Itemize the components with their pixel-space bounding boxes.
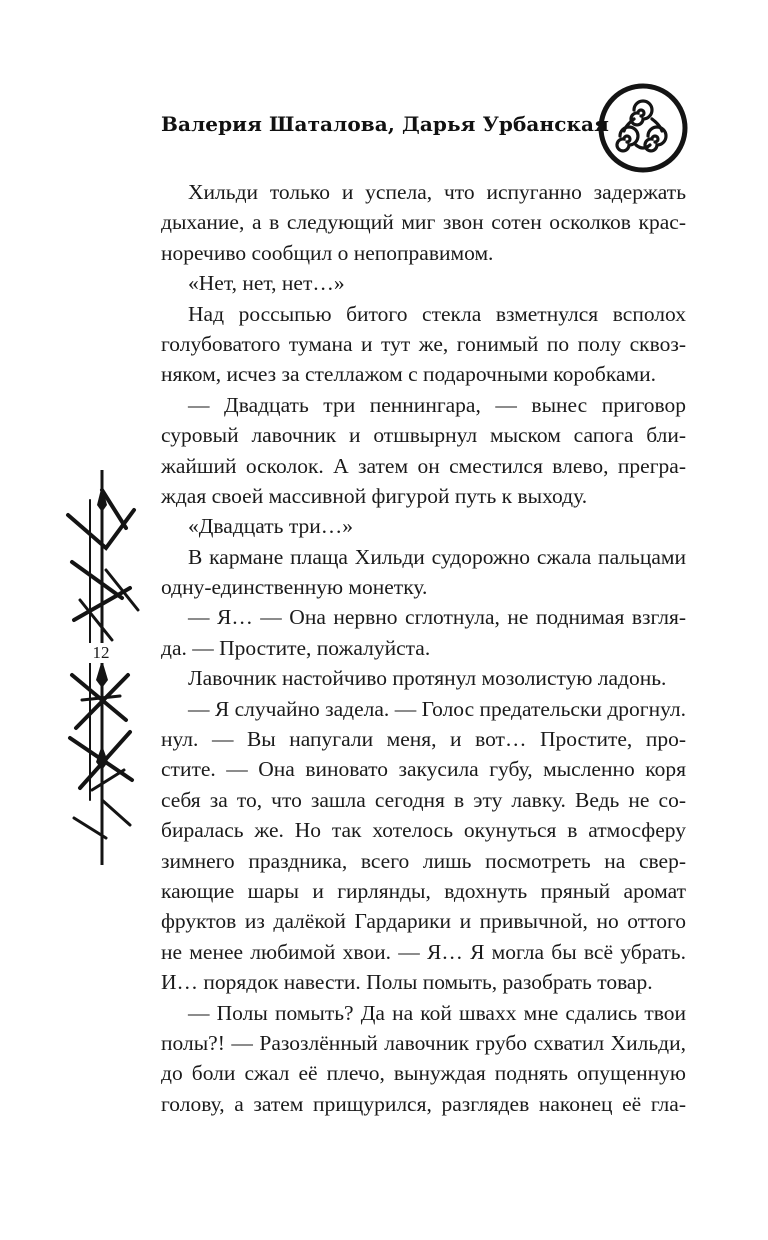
text-line: Лавочник настойчиво протянул мозолистую ладонь. <box>188 666 667 691</box>
rune-border-icon <box>62 470 142 865</box>
text-line: голову, а затем прищурился, разглядев наконец её гла- <box>161 1091 686 1116</box>
text-line: полы?! — Разозлённый лавочник грубо схватил Хильди, <box>161 1030 686 1055</box>
text-line: себя за то, что зашла сегодня в эту лавку. Ведь не со- <box>161 787 686 812</box>
text-line: жайший осколок. А затем он сместился влево, прегра- <box>161 453 686 478</box>
text-line: — Полы помыть? Да на кой швахх мне сдались твои <box>188 1000 686 1025</box>
text-line: — Двадцать три пеннингара, — вынес приговор <box>188 392 686 417</box>
page-number: 12 <box>84 643 118 663</box>
text-line: няком, исчез за стеллажом с подарочными коробками. <box>161 362 657 387</box>
text-line: зимнего праздника, всего лишь посмотреть на свер- <box>161 848 686 873</box>
body-text <box>161 177 686 1119</box>
text-line: — Я случайно задела. — Голос предательски дрогнул. <box>188 696 686 721</box>
text-line: голубоватого тумана и тут же, гонимый по полу сквоз- <box>161 331 686 356</box>
text-line: В кармане плаща Хильди судорожно сжала пальцами <box>188 544 686 569</box>
text-line: не менее любимой хвои. — Я… Я могла бы всё убрать. <box>161 939 686 964</box>
text-line: одну-единственную монетку. <box>161 575 428 600</box>
triple-spiral-icon <box>596 81 690 175</box>
text-line: норечиво сообщил о непоправимом. <box>161 240 494 265</box>
text-line: Хильди только и успела, что испуганно задержать <box>188 180 686 204</box>
text-line: дыхание, а в следующий миг звон сотен осколков крас- <box>161 210 686 235</box>
text-line: да. — Простите, пожалуйста. <box>161 635 431 660</box>
text-line: до боли сжал её плечо, вынуждая поднять опущенную <box>161 1061 686 1086</box>
text-line: «Двадцать три…» <box>188 514 353 539</box>
text-line: биралась же. Но так хотелось окунуться в атмосферу <box>161 818 686 843</box>
running-header-authors: Валерия Шаталова, Дарья Урбанская <box>161 112 609 136</box>
text-line: И… порядок навести. Полы помыть, разобрать товар. <box>161 970 653 995</box>
text-line: нул. — Вы напугали меня, и вот… Простите, про- <box>161 727 686 752</box>
text-line: Над россыпью битого стекла взметнулся всполох <box>188 301 686 326</box>
text-line: фруктов из далёкой Гардарики и привычной, но оттого <box>161 909 686 934</box>
text-line: кающие шары и гирлянды, вдохнуть пряный аромат <box>161 878 686 903</box>
text-line: стите. — Она виновато закусила губу, мысленно коря <box>161 757 686 782</box>
text-line: — Я… — Она нервно сглотнула, не поднимая взгля- <box>188 605 686 630</box>
text-line: суровый лавочник и отшвырнул мыском сапога бли- <box>161 423 686 448</box>
text-line: ждая своей массивной фигурой путь к выходу. <box>161 483 588 508</box>
text-line: «Нет, нет, нет…» <box>188 271 345 296</box>
